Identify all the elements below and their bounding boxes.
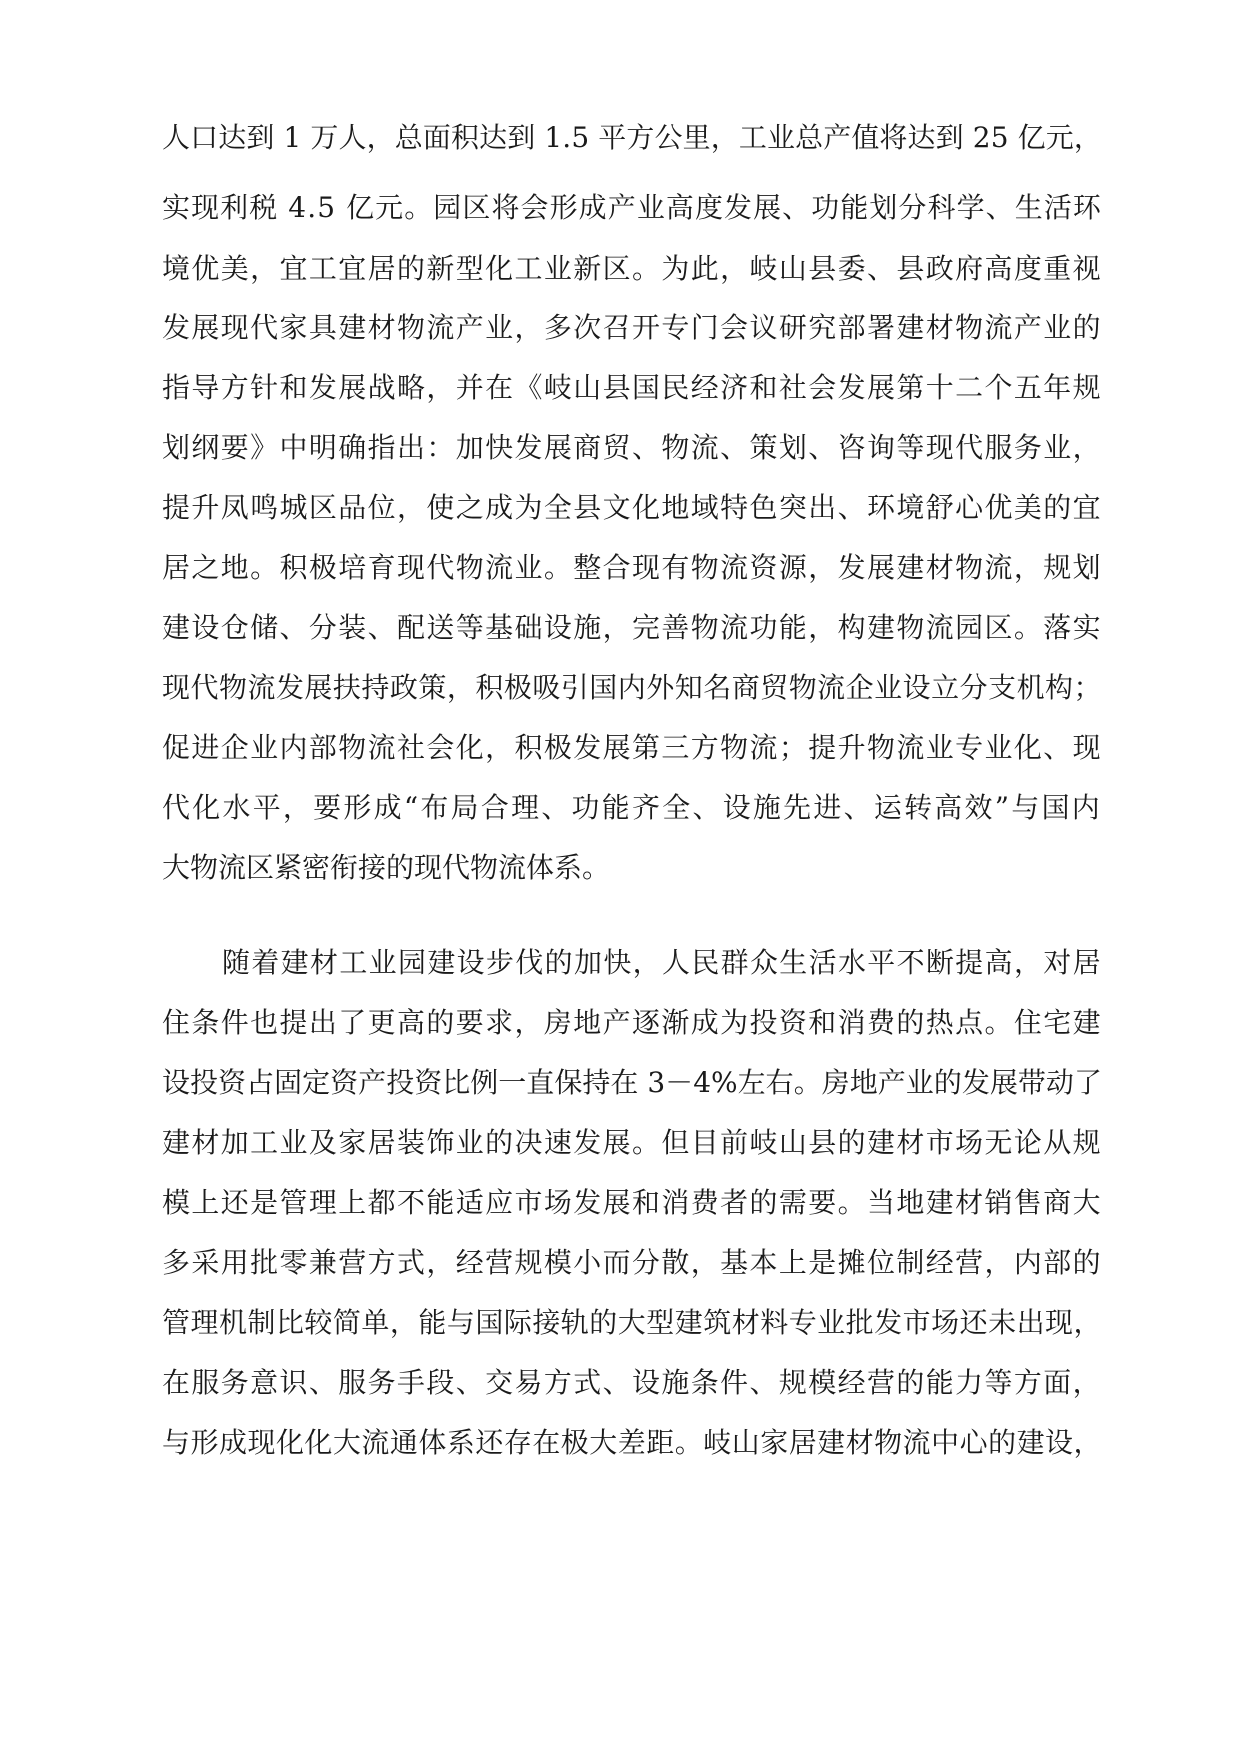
text-line [0, 1413, 1241, 1473]
text-line [0, 838, 1241, 898]
text-line [0, 1353, 1241, 1413]
line-text: 促进企业内部物流社会化，积极发展第三方物流；提升物流业专业化、现 [162, 731, 1103, 764]
line-text: 模上还是管理上都不能适应市场发展和消费者的需要。当地建材销售商大 [162, 1186, 1103, 1219]
text-line [0, 178, 1241, 238]
line-text: 指导方针和发展战略，并在《岐山县国民经济和社会发展第十二个五年规 [162, 371, 1103, 404]
line-text: 随着建材工业园建设步伐的加快，人民群众生活水平不断提高，对居 [222, 946, 1102, 979]
text-line [0, 1173, 1241, 1233]
text-line [0, 778, 1241, 838]
line-text: 与形成现化化大流通体系还存在极大差距。岐山家居建材物流中心的建设， [162, 1426, 1103, 1459]
line-text: 提升凤鸣城区品位，使之成为全县文化地域特色突出、环境舒心优美的宜 [162, 491, 1103, 524]
line-text: 住条件也提出了更高的要求，房地产逐渐成为投资和消费的热点。住宅建 [162, 1006, 1103, 1039]
line-text: 发展现代家具建材物流产业，多次召开专门会议研究部署建材物流产业的 [162, 311, 1103, 344]
text-line [0, 108, 1241, 168]
text-line [0, 1053, 1241, 1113]
text-line [0, 478, 1241, 538]
text-line [0, 538, 1241, 598]
line-text: 居之地。积极培育现代物流业。整合现有物流资源，发展建材物流，规划 [162, 551, 1103, 584]
text-line [0, 298, 1241, 358]
text-line [0, 993, 1241, 1053]
text-line [0, 1113, 1241, 1173]
text-line [0, 1233, 1241, 1293]
line-text: 多采用批零兼营方式，经营规模小而分散，基本上是摊位制经营，内部的 [162, 1246, 1103, 1279]
line-text: 设投资占固定资产投资比例一直保持在 3－4%左右。房地产业的发展带动了 [162, 1066, 1102, 1099]
line-text: 在服务意识、服务手段、交易方式、设施条件、规模经营的能力等方面， [162, 1366, 1103, 1399]
text-line [0, 1293, 1241, 1353]
line-text: 建材加工业及家居装饰业的决速发展。但目前岐山县的建材市场无论从规 [162, 1126, 1103, 1159]
text-line [0, 358, 1241, 418]
line-text: 现代物流发展扶持政策，积极吸引国内外知名商贸物流企业设立分支机构； [162, 671, 1103, 704]
line-text: 管理机制比较简单，能与国际接轨的大型建筑材料专业批发市场还未出现， [162, 1306, 1103, 1339]
line-text: 大物流区紧密衔接的现代物流体系。 [162, 851, 611, 884]
line-text: 人口达到 1 万人，总面积达到 1.5 平方公里，工业总产值将达到 25 亿元， [162, 121, 1103, 154]
text-line [0, 598, 1241, 658]
line-text: 建设仓储、分装、配送等基础设施，完善物流功能，构建物流园区。落实 [162, 611, 1103, 644]
text-line [0, 239, 1241, 299]
text-line [0, 658, 1241, 718]
line-text: 境优美，宜工宜居的新型化工业新区。为此，岐山县委、县政府高度重视 [162, 252, 1103, 285]
line-text: 代化水平，要形成“布局合理、功能齐全、设施先进、运转高效”与国内 [162, 791, 1103, 824]
text-line [0, 718, 1241, 778]
text-line [0, 933, 1241, 993]
line-text: 划纲要》中明确指出：加快发展商贸、物流、策划、咨询等现代服务业， [162, 431, 1103, 464]
text-line [0, 418, 1241, 478]
line-text: 实现利税 4.5 亿元。园区将会形成产业高度发展、功能划分科学、生活环 [162, 191, 1102, 224]
